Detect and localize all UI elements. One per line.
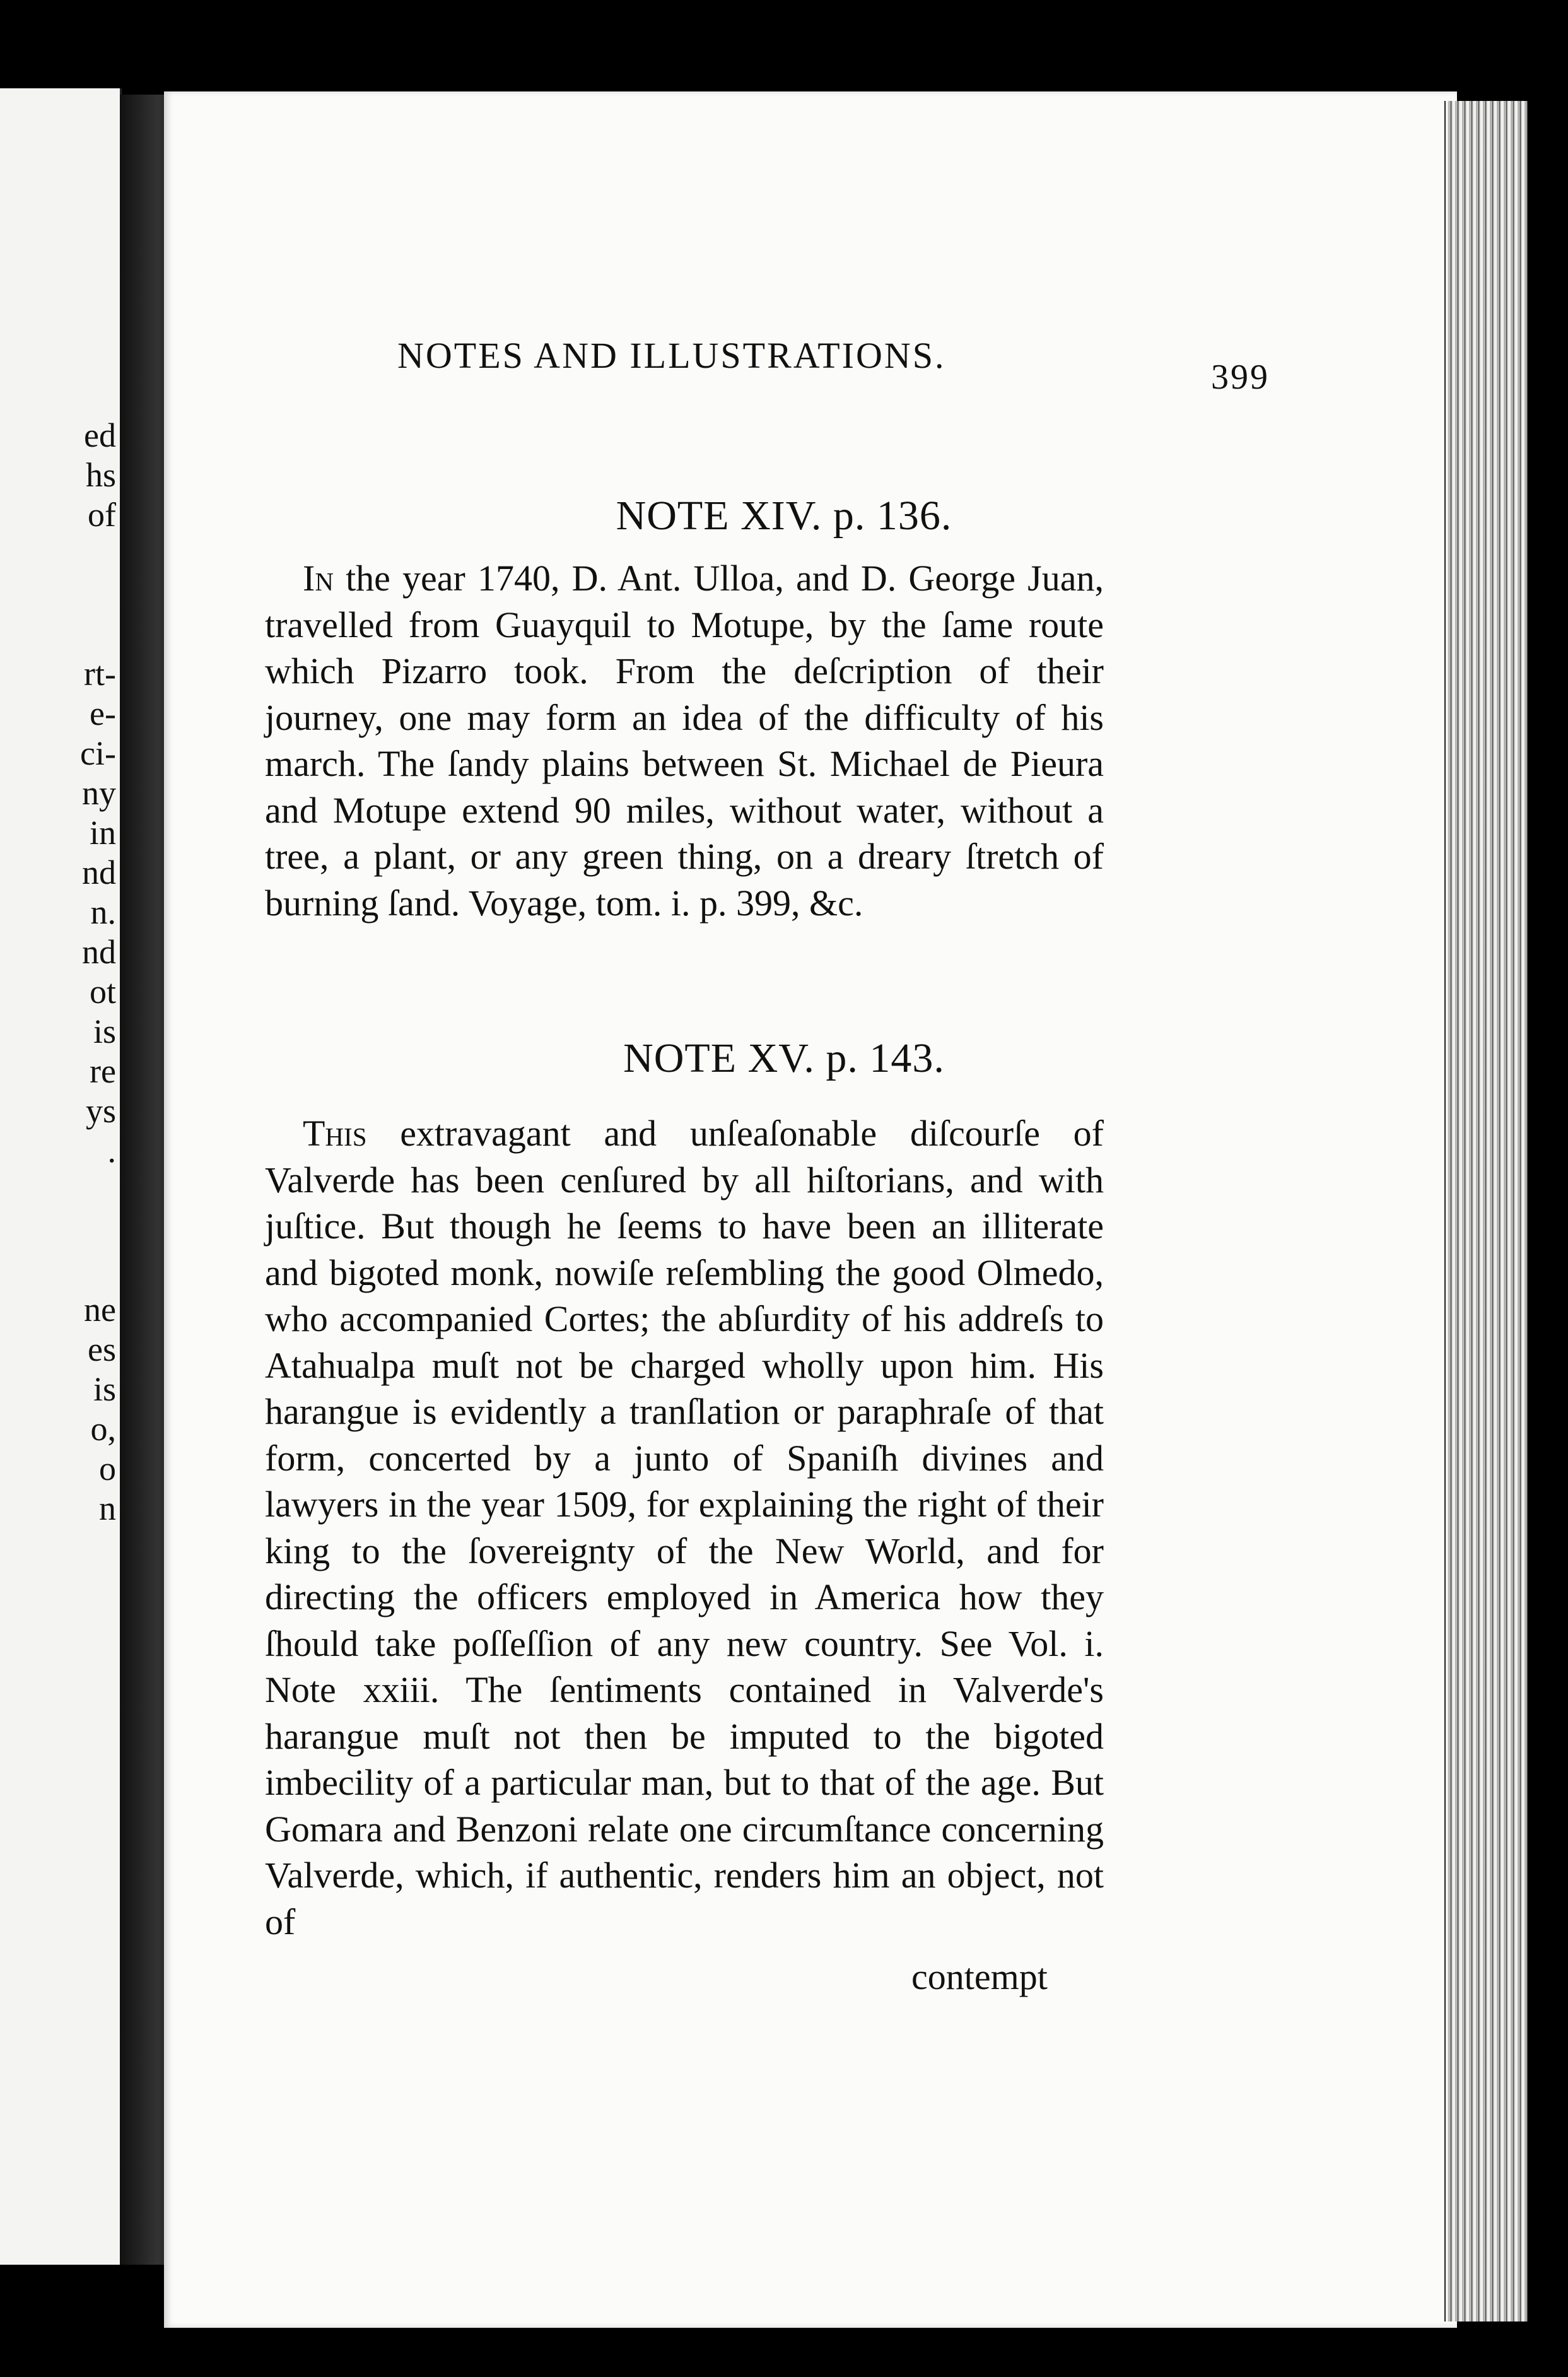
fragment: ed (84, 416, 116, 454)
catchword: contempt (911, 1956, 1048, 1997)
fragment: nd (82, 854, 116, 891)
note-heading: NOTE XV. p. 143. (623, 1035, 945, 1081)
fragment: is (93, 1012, 116, 1050)
fragment: hs (85, 456, 116, 494)
fragment: ys (85, 1092, 116, 1130)
fragment (9, 615, 116, 655)
left-page (0, 88, 122, 2265)
fragment: ci- (80, 734, 116, 772)
fragment (9, 1211, 116, 1251)
fragment (9, 536, 116, 575)
fragment: . (107, 1132, 116, 1170)
fragment: o (99, 1450, 116, 1488)
fragment: rt- (84, 655, 116, 693)
note-body (265, 1110, 1104, 1945)
left-page-text-fragments (9, 416, 116, 1529)
fragment: n (99, 1489, 116, 1527)
fragment: in (89, 814, 116, 852)
fragment: re (90, 1052, 116, 1090)
paragraph (265, 1110, 1104, 1945)
fragment: is (93, 1370, 116, 1408)
running-title: NOTES AND ILLUSTRATIONS. (397, 335, 946, 376)
fragment: es (88, 1330, 116, 1368)
fragment (9, 1251, 116, 1291)
paragraph-text: the year 1740, D. Ant. Ulloa, and D. George Juan, travelled from Guayquil to Motupe, by the ſame route which Pizarro took. From the deſcription of their journey, one may form an idea of the difficulty of his march. The ſandy plains between St. Michael de Pieura and Motupe extend 90 miles, without water, without a tree, a plant, or any green thing, on a dreary ſtretch of burning ſand. Voyage, tom. i. p. 399, &c. (265, 558, 1104, 924)
note-body (265, 555, 1104, 926)
note-heading: NOTE XIV. p. 136. (616, 493, 952, 539)
fragment: nd (82, 933, 116, 971)
fragment: ne (84, 1291, 116, 1329)
fragment: ny (82, 774, 116, 812)
page-number: 399 (1211, 358, 1270, 397)
fragment: o, (90, 1410, 116, 1448)
paragraph-text: extravagant and unſeaſonable diſcourſe of Valverde has been cenſured by all hiſtorians, and with juſtice. But though he ſeems to have been an illiterate and bigoted monk, nowiſe reſembling the good Olmedo, who accompanied Cortes; the abſurdity of his addreſs to Atahualpa muſt not be charged wholly upon him. His harangue is evidently a tranſlation or paraphraſe of that form, concerted by a junto of Spaniſh divines and lawyers in the year 1509, for explaining the right of their king to the ſovereignty of the New World, and for directing the officers employed in America how they ſhould take poſſeſſion of any new country. See Vol. i. Note xxiii. The ſentiments contained in Valverde's harangue muſt not then be imputed to the bigoted imbecility of a particular man, but to that of the age. But Gomara and Benzoni relate one circumſtance concerning Valverde, which, if authentic, renders him an object, not of (265, 1113, 1104, 1942)
fragment: ot (89, 973, 116, 1011)
fragment: of (88, 496, 116, 534)
fragment: n. (90, 893, 116, 931)
page-fore-edge (1444, 101, 1528, 2321)
paragraph (265, 555, 1104, 926)
fragment (9, 575, 116, 615)
lead-word: In (303, 558, 334, 599)
lead-word: This (303, 1113, 367, 1154)
fragment (9, 1171, 116, 1211)
fragment: e- (90, 695, 116, 732)
